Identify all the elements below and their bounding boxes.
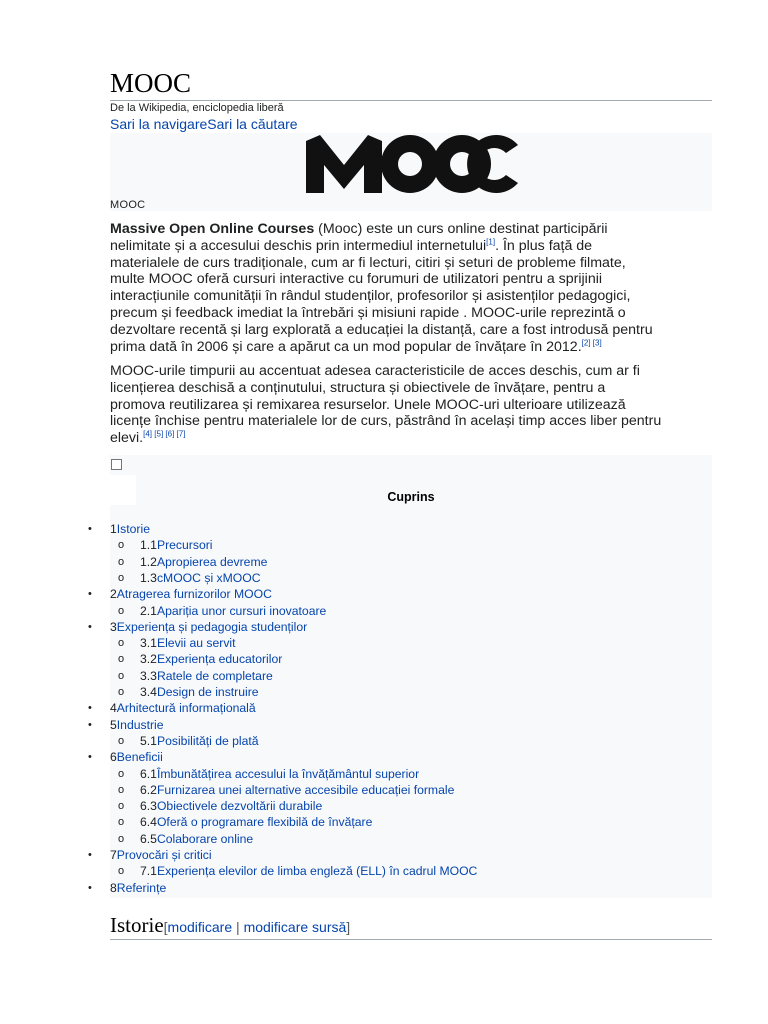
- text: (Mooc) este un curs online destinat participării: [314, 221, 608, 237]
- page-title: MOOC: [110, 66, 712, 101]
- toc-number: 3: [110, 619, 117, 634]
- toc-bullet: •: [88, 849, 92, 861]
- text: promova reutilizarea și remixarea resurselor. Unele MOOC-uri ulterioare utilizează: [110, 396, 626, 413]
- text: licențierea deschisă a conținutului, structura și obiectivele de învățare, pentru a: [110, 379, 606, 396]
- toc-bullet: •: [88, 620, 92, 633]
- toc-link[interactable]: Experiența elevilor de limba engleză (ELL) în cadrul MOOC: [156, 864, 478, 879]
- infobox: [110, 133, 712, 211]
- toc-bullet: o: [118, 604, 125, 617]
- section-title: Istorie: [110, 913, 164, 937]
- jump-to-navigation-link[interactable]: Sari la navigare: [110, 116, 208, 132]
- toc-number: 6.4: [140, 815, 157, 830]
- toc-link[interactable]: Oferă o programare flexibilă de învățare: [156, 815, 373, 830]
- toc-number: 4: [110, 701, 117, 716]
- toc-link[interactable]: Experiența educatorilor: [156, 652, 283, 667]
- toc-link[interactable]: Precursori: [156, 538, 213, 553]
- ref-link[interactable]: [6]: [165, 429, 175, 439]
- toc-bullet: •: [88, 588, 92, 601]
- toc-link[interactable]: Istorie: [116, 522, 150, 536]
- edit-bracket: [: [163, 919, 168, 935]
- toc-link[interactable]: Îmbunătățirea accesului la învățământul superior: [156, 766, 420, 781]
- edit-separator: |: [232, 919, 244, 935]
- toc-number: 6.2: [140, 782, 157, 797]
- toc-bullet: o: [118, 832, 125, 845]
- mooc-logo[interactable]: [306, 135, 518, 193]
- toc-number: 2: [110, 587, 117, 602]
- toc-number: 8: [110, 880, 117, 895]
- toc-bullet: o: [118, 783, 125, 796]
- toc-link[interactable]: Industrie: [116, 717, 164, 732]
- toc-bullet: o: [118, 555, 125, 568]
- bold-term: Massive Open Online Courses: [110, 221, 315, 237]
- toc-link[interactable]: Referințe: [116, 880, 167, 895]
- toc-bullet: •: [88, 702, 92, 715]
- ref-link[interactable]: [4]: [143, 429, 153, 439]
- toc-number: 6.5: [140, 831, 157, 846]
- toc-bullet: o: [118, 669, 125, 682]
- toc-number: 1.3: [140, 570, 157, 585]
- toc-bullet: o: [118, 800, 125, 813]
- toc-link[interactable]: Posibilități de plată: [156, 733, 259, 748]
- toc-link[interactable]: Arhitectură informațională: [116, 701, 256, 716]
- second-paragraph: [110, 363, 712, 447]
- infobox-caption: MOOC: [110, 199, 146, 211]
- toc-bullet: o: [118, 686, 125, 698]
- text: prima dată în 2006 și care a apărut ca un mod popular de învățare în 2012.: [110, 338, 582, 355]
- toc-bullet: o: [118, 539, 125, 552]
- edit-source-link[interactable]: modificare sursă: [243, 919, 347, 935]
- ref-link[interactable]: [3]: [592, 337, 602, 347]
- toc-link[interactable]: Provocări și critici: [116, 848, 212, 862]
- jump-to-search-link[interactable]: Sari la căutare: [207, 116, 298, 132]
- toc-bullet: o: [118, 865, 125, 878]
- toc-link[interactable]: Ratele de completare: [156, 668, 273, 683]
- toc-title: Cuprins: [387, 490, 435, 504]
- ref-link[interactable]: [5]: [154, 429, 164, 439]
- toc-number: 1: [110, 522, 117, 536]
- section-heading-istorie: [110, 913, 712, 940]
- toc-link[interactable]: Apropierea devreme: [156, 554, 268, 569]
- edit-bracket: ]: [346, 919, 351, 935]
- toc-number: 6.3: [140, 799, 157, 814]
- toc-bullet: •: [88, 523, 92, 535]
- toc-number: 3.4: [140, 685, 157, 699]
- toc-number: 6.1: [140, 766, 157, 781]
- toc-number: 5: [110, 717, 117, 732]
- edit-link[interactable]: modificare: [167, 919, 233, 935]
- text: . În plus față de: [495, 237, 593, 254]
- ref-link[interactable]: [1]: [486, 237, 496, 247]
- text: multe MOOC oferă cursuri interactive cu forumuri de utilizatori pentru a sprijinii: [110, 271, 603, 288]
- toc-link[interactable]: Design de instruire: [156, 685, 259, 699]
- text: elevi.: [110, 430, 144, 447]
- text: interacțiunile comunității în rândul studenților, profesorilor și asistenților pedagogici,: [110, 288, 631, 305]
- text: MOOC-urile timpurii au accentuat adesea caracteristicile de acces deschis, cum ar fi: [110, 363, 640, 379]
- toc-bullet: o: [118, 767, 125, 780]
- tagline: De la Wikipedia, enciclopedia liberă: [110, 102, 284, 114]
- toc-number: 5.1: [140, 733, 157, 748]
- ref-link[interactable]: [2]: [581, 337, 591, 347]
- toc-number: 3.1: [140, 636, 157, 651]
- toc-bullet: o: [118, 734, 125, 747]
- toc-link[interactable]: Colaborare online: [156, 831, 254, 846]
- toc-link[interactable]: Beneficii: [116, 750, 163, 765]
- text: dezvoltare recentă și larg explorată a educației la distanță, care a fost introdusă pentru: [110, 321, 653, 338]
- toc-link[interactable]: Atragerea furnizorilor MOOC: [116, 587, 272, 602]
- toc-toggle-checkbox[interactable]: [111, 459, 122, 470]
- toc-number: 1.2: [140, 554, 157, 569]
- toc-bullet: o: [118, 816, 125, 829]
- toc-bullet: •: [88, 718, 92, 731]
- ref-link[interactable]: [7]: [176, 429, 186, 439]
- toc-number: 7.1: [140, 864, 157, 879]
- toc-number: 2.1: [140, 603, 157, 618]
- toc-link[interactable]: cMOOC și xMOOC: [156, 570, 261, 585]
- toc-link[interactable]: Apariția unor cursuri inovatoare: [156, 603, 327, 618]
- toc-bullet: o: [118, 653, 125, 666]
- toc-link[interactable]: Elevii au servit: [156, 636, 236, 651]
- toc-bullet: •: [88, 751, 92, 764]
- toc-bullet: o: [118, 571, 125, 584]
- toc-link[interactable]: Obiectivele dezvoltării durabile: [156, 799, 323, 814]
- text: precum și feedback imediat la întrebări și misiuni rapide . MOOC-urile reprezintă o: [110, 304, 626, 321]
- toc-number: 3.3: [140, 668, 157, 683]
- toc-bullet: o: [118, 637, 125, 650]
- toc-bullet: •: [88, 881, 92, 894]
- text: materialele de curs tradiționale, cum ar fi lecturi, citiri și seturi de probleme filmate,: [110, 254, 626, 271]
- text: nelimitate și a accesului deschis prin intermediul internetului: [110, 237, 487, 254]
- jump-links: [110, 116, 298, 132]
- toc-number: 1.1: [140, 538, 157, 553]
- toc-link[interactable]: Furnizarea unei alternative accesibile educației formale: [156, 782, 455, 797]
- toc-number: 3.2: [140, 652, 157, 667]
- intro-paragraph: [110, 221, 712, 355]
- toc-number: 6: [110, 750, 117, 765]
- toc-number: 7: [110, 848, 117, 862]
- text: licențe închise pentru materialele lor de curs, păstrând în același timp acces liber pentru: [110, 413, 662, 430]
- toc-link[interactable]: Experiența și pedagogia studenților: [116, 619, 308, 634]
